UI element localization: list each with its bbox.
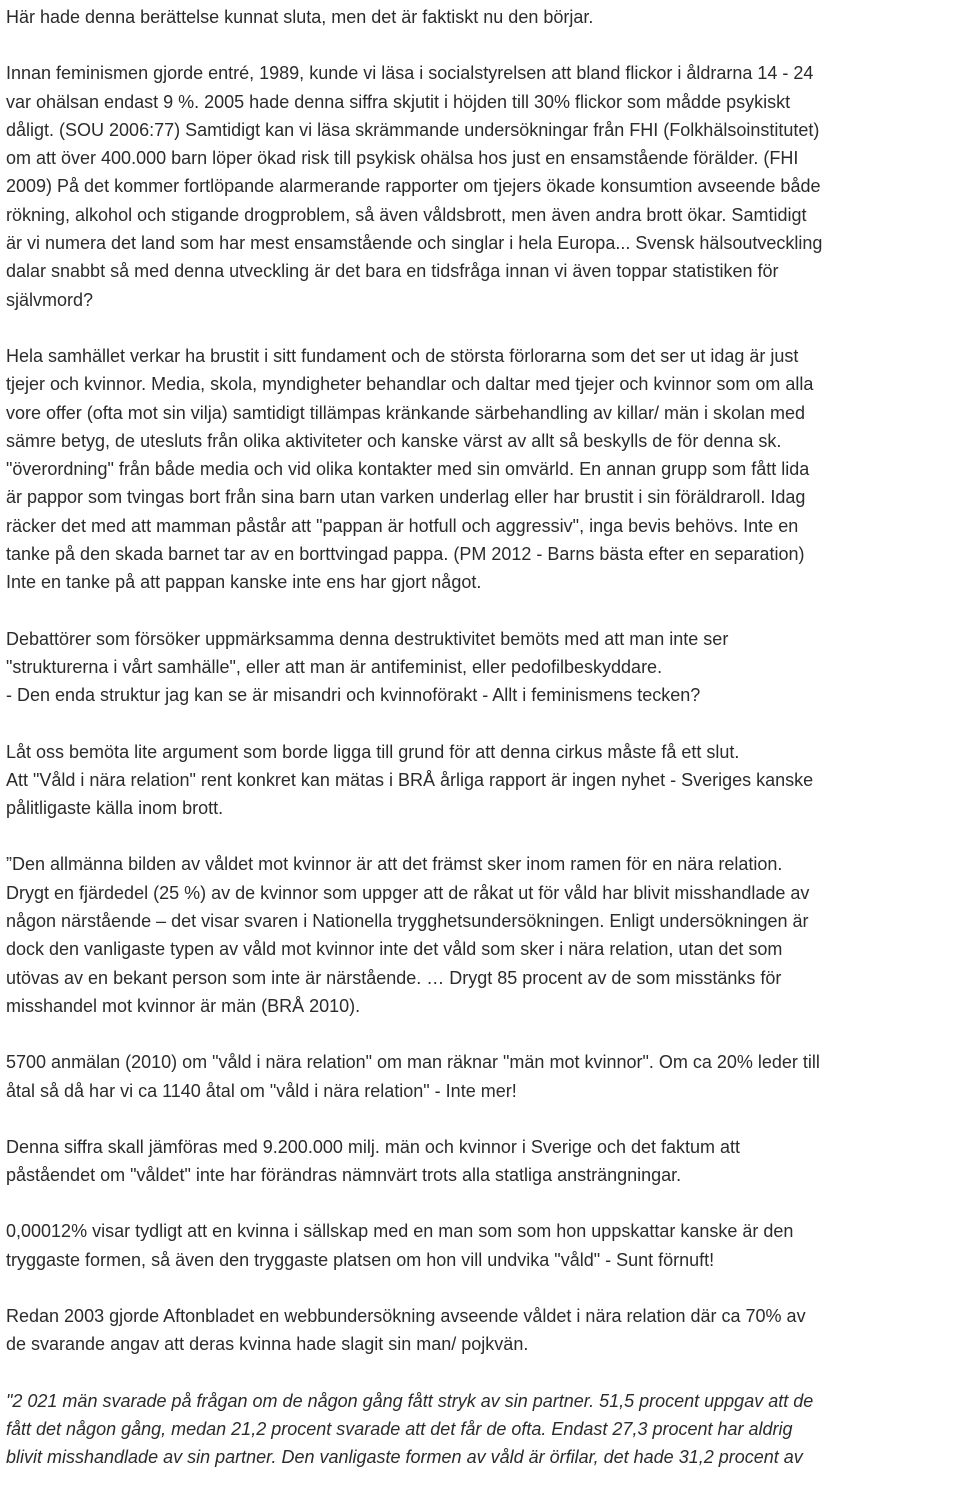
- paragraph-bra-quote: [6, 850, 956, 1020]
- text-line: 2009) På det kommer fortlöpande alarmerande rapporter om tjejers ökade konsumtion avseende både: [6, 176, 821, 197]
- text-line: är pappor som tvingas bort från sina barn utan varken underlag eller har brustit i sin föräldraroll. Idag: [6, 487, 806, 508]
- text-line: dock den vanligaste typen av våld mot kvinnor inte det våld som sker i nära relation, utan det som: [6, 939, 783, 960]
- text-line: fått det någon gång, medan 21,2 procent svarade att det får de ofta. Endast 27,3 procent har aldrig: [6, 1418, 793, 1439]
- text-line: sämre betyg, de utesluts från olika aktiviteter och kanske värst av allt så beskylls de för denna sk.: [6, 430, 782, 451]
- text-line: utövas av en bekant person som inte är närstående. … Drygt 85 procent av de som misstänks för: [6, 967, 782, 988]
- text-line: - Den enda struktur jag kan se är misandri och kvinnoförakt - Allt i feminismens tecken?: [6, 685, 701, 706]
- paragraph-intro: [6, 3, 956, 31]
- text-line: Att "Våld i nära relation" rent konkret kan mätas i BRÅ årliga rapport är ingen nyhet - Sveriges kanske: [6, 769, 814, 790]
- paragraph-aftonbladet: [6, 1302, 956, 1359]
- text-line: pålitligaste källa inom brott.: [6, 798, 224, 819]
- text-line: Redan 2003 gjorde Aftonbladet en webbundersökning avseende våldet i nära relation där ca 70% av: [6, 1305, 806, 1326]
- text-line: "2 021 män svarade på frågan om de någon gång fått stryk av sin partner. 51,5 procent uppgav att de: [6, 1390, 814, 1411]
- paragraph-survey-quote: [6, 1387, 956, 1472]
- text-line: Debattörer som försöker uppmärksamma denna destruktivitet bemöts med att man inte ser: [6, 628, 729, 649]
- text-line: 0,00012% visar tydligt att en kvinna i sällskap med en man som som hon uppskattar kanske är den: [6, 1221, 794, 1242]
- paragraph-debaters: [6, 625, 956, 710]
- text-line: Denna siffra skall jämföras med 9.200.000 milj. män och kvinnor i Sverige och det faktum att: [6, 1136, 741, 1157]
- text-line: om att över 400.000 barn löper ökad risk till psykisk ohälsa hos just en ensamstående förälder. (FHI: [6, 148, 799, 169]
- paragraph-society: [6, 342, 956, 597]
- text-line: 5700 anmälan (2010) om "våld i nära relation" om man räknar "män mot kvinnor". Om ca 20% leder till: [6, 1052, 820, 1073]
- text-line: rökning, alkohol och stigande drogproblem, så även våldsbrott, men även andra brott ökar. Samtidigt: [6, 204, 807, 225]
- text-line: Innan feminismen gjorde entré, 1989, kunde vi läsa i socialstyrelsen att bland flickor i åldrarna 14 - 24: [6, 63, 814, 84]
- paragraph-arguments: [6, 738, 956, 823]
- text-line: tryggaste formen, så även den tryggaste platsen om hon vill undvika "våld" - Sunt förnuft!: [6, 1249, 715, 1270]
- text-line: misshandel mot kvinnor är män (BRÅ 2010).: [6, 995, 361, 1016]
- text-line: de svarande angav att deras kvinna hade slagit sin man/ pojkvän.: [6, 1334, 529, 1355]
- text-line: Inte en tanke på att pappan kanske inte ens har gjort något.: [6, 572, 482, 593]
- text-line: "överordning" från både media och vid olika kontakter med sin omvärld. En annan grupp som fått lida: [6, 459, 810, 480]
- text-line: tjejer och kvinnor. Media, skola, myndigheter behandlar och daltar med tjejer och kvinnor som om alla: [6, 374, 814, 395]
- paragraph-reports: [6, 1048, 956, 1105]
- text-line: är vi numera det land som har mest ensamstående och singlar i hela Europa... Svensk hälsoutveckling: [6, 233, 823, 254]
- text-line: tanke på den skada barnet tar av en borttvingad pappa. (PM 2012 - Barns bästa efter en separation): [6, 544, 805, 565]
- paragraph-health-statistics: [6, 59, 956, 314]
- text-line: påståendet om "våldet" inte har förändras nämnvärt trots alla statliga ansträngningar.: [6, 1165, 682, 1186]
- paragraph-comparison: [6, 1133, 956, 1190]
- text-line: var ohälsan endast 9 %. 2005 hade denna siffra skjutit i höjden till 30% flickor som mådde psykiskt: [6, 91, 791, 112]
- text-line: räcker det med att mamman påstår att "pappan är hotfull och aggressiv", inga bevis behövs. Inte en: [6, 515, 799, 536]
- paragraph-percentage: [6, 1217, 956, 1274]
- text-line: någon närstående – det visar svaren i Nationella trygghetsundersökningen. Enligt undersökningen är: [6, 911, 809, 932]
- text-line: självmord?: [6, 289, 94, 310]
- text-line: Här hade denna berättelse kunnat sluta, men det är faktiskt nu den börjar.: [6, 7, 594, 27]
- text-line: vore offer (ofta mot sin vilja) samtidigt tillämpas kränkande särbehandling av killar/ män i skolan med: [6, 402, 806, 423]
- document-page: [6, 3, 956, 1499]
- text-line: blivit misshandlade av sin partner. Den vanligaste formen av våld är örfilar, det hade 31,2 procent av: [6, 1447, 803, 1468]
- text-line: Låt oss bemöta lite argument som borde ligga till grund för att denna cirkus måste få ett slut.: [6, 741, 740, 762]
- text-line: ”Den allmänna bilden av våldet mot kvinnor är att det främst sker inom ramen för en nära relation.: [6, 854, 783, 875]
- text-line: dåligt. (SOU 2006:77) Samtidigt kan vi läsa skrämmande undersökningar från FHI (Folkhälsoinstitutet): [6, 119, 820, 140]
- text-line: Hela samhället verkar ha brustit i sitt fundament och de största förlorarna som det ser ut idag är just: [6, 345, 799, 366]
- text-line: dalar snabbt så med denna utveckling är det bara en tidsfråga innan vi även toppar statistiken för: [6, 261, 779, 282]
- text-line: Drygt en fjärdedel (25 %) av de kvinnor som uppger att de råkat ut för våld har blivit misshandlade av: [6, 882, 810, 903]
- text-line: åtal så då har vi ca 1140 åtal om "våld i nära relation" - Inte mer!: [6, 1080, 517, 1101]
- text-line: "strukturerna i vårt samhälle", eller att man är antifeminist, eller pedofilbeskyddare.: [6, 656, 663, 677]
